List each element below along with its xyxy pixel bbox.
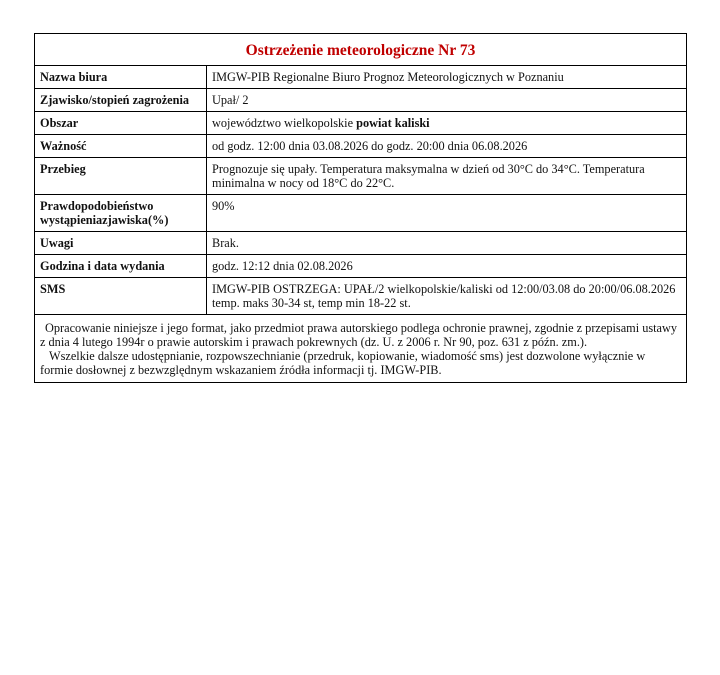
warning-document: [34, 33, 686, 383]
title-cell: [35, 34, 687, 66]
label-prawdopodobienstwo: Prawdopodobieństwo wystąpieniazjawiska(%): [35, 195, 207, 232]
label-nazwa-biura: Nazwa biura: [35, 66, 207, 89]
row-zjawisko: [35, 89, 687, 112]
value-obszar: [207, 112, 687, 135]
row-uwagi: [35, 232, 687, 255]
value-prawdopodobienstwo: 90%: [207, 195, 687, 232]
row-waznosc: [35, 135, 687, 158]
label-przebieg: Przebieg: [35, 158, 207, 195]
title-row: [35, 34, 687, 66]
value-obszar-wojewodztwo: województwo wielkopolskie: [212, 116, 354, 130]
warning-table: [34, 33, 687, 383]
label-waznosc: Ważność: [35, 135, 207, 158]
label-sms: SMS: [35, 278, 207, 315]
row-godzina-wydania: [35, 255, 687, 278]
row-nazwa-biura: [35, 66, 687, 89]
row-obszar: [35, 112, 687, 135]
copyright-notice: [35, 315, 687, 383]
value-sms: IMGW-PIB OSTRZEGA: UPAŁ/2 wielkopolskie/kaliski od 12:00/03.08 do 20:00/06.08.2026 temp. maks 30-34 st, temp min 18-22 st.: [207, 278, 687, 315]
value-przebieg: Prognozuje się upały. Temperatura maksymalna w dzień od 30°C do 34°C. Temperatura minimalna w nocy od 18°C do 22°C.: [207, 158, 687, 195]
row-sms: [35, 278, 687, 315]
value-godzina-wydania: godz. 12:12 dnia 02.08.2026: [207, 255, 687, 278]
value-zjawisko: Upał/ 2: [207, 89, 687, 112]
label-zjawisko: Zjawisko/stopień zagrożenia: [35, 89, 207, 112]
label-uwagi: Uwagi: [35, 232, 207, 255]
label-obszar: Obszar: [35, 112, 207, 135]
value-waznosc: od godz. 12:00 dnia 03.08.2026 do godz. 20:00 dnia 06.08.2026: [207, 135, 687, 158]
value-nazwa-biura: IMGW-PIB Regionalne Biuro Prognoz Meteorologicznych w Poznaniu: [207, 66, 687, 89]
label-godzina-wydania: Godzina i data wydania: [35, 255, 207, 278]
copyright-paragraph-2: Wszelkie dalsze udostępnianie, rozpowszechnianie (przedruk, kopiowanie, wiadomość sms) jest dozwolone wyłącznie w formie dosłownej z bezwzględnym wskazaniem źródła informacji tj. IMGW-PIB.: [40, 349, 646, 377]
value-uwagi: Brak.: [207, 232, 687, 255]
copyright-paragraph-1: Opracowanie niniejsze i jego format, jako przedmiot prawa autorskiego podlega ochronie prawnej, zgodnie z przepisami ustawy z dnia 4 lutego 1994r o prawie autorskim i prawach pokrewnych (dz. U. z 2006 r. Nr 90, poz. 631 z późn. zm.).: [40, 321, 678, 349]
value-obszar-powiat: powiat kaliski: [356, 116, 430, 130]
row-footer: [35, 315, 687, 383]
row-przebieg: [35, 158, 687, 195]
warning-title: Ostrzeżenie meteorologiczne Nr 73: [245, 42, 476, 59]
row-prawdopodobienstwo: [35, 195, 687, 232]
